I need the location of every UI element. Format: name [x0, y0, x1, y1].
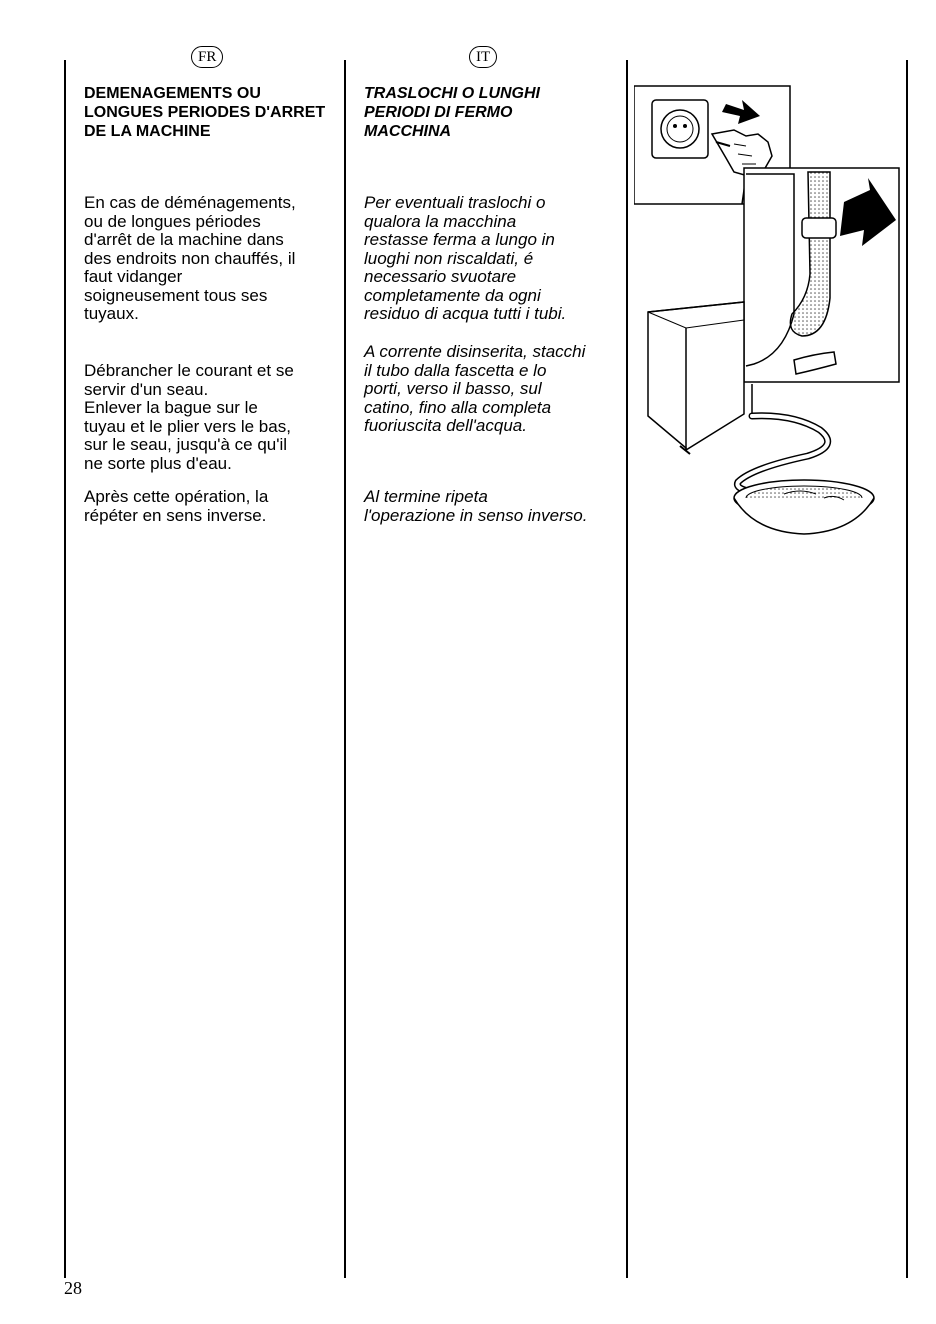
- heading-it-line: TRASLOCHI O LUNGHI: [364, 85, 540, 102]
- column-rule-middle: [344, 60, 346, 1278]
- paragraph-it-3: [364, 488, 587, 525]
- text-line: luoghi non riscaldati, é: [364, 248, 534, 268]
- column-rule-left: [64, 60, 66, 1278]
- paragraph-fr-2: [84, 362, 294, 473]
- page-number: 28: [64, 1278, 82, 1298]
- text-line: completamente da ogni: [364, 285, 541, 305]
- text-line: ne sorte plus d'eau.: [84, 453, 232, 473]
- heading-it-line: PERIODI DI FERMO: [364, 104, 513, 121]
- heading-fr-line: DE LA MACHINE: [84, 123, 211, 140]
- text-line: fuoriuscita dell'acqua.: [364, 416, 527, 435]
- text-line: tuyau et le plier vers le bas,: [84, 416, 291, 436]
- column-rule-right-a: [626, 60, 628, 1278]
- text-line: restasse ferma a lungo in: [364, 230, 555, 249]
- text-line: A corrente disinserita, stacchi: [364, 342, 586, 361]
- text-line: Débrancher le courant et se: [84, 361, 294, 380]
- text-line: porti, verso il basso, sul: [364, 379, 542, 398]
- text-line: servir d'un seau.: [84, 379, 209, 399]
- text-line: Après cette opération, la: [84, 487, 269, 506]
- text-line: faut vidanger: [84, 267, 183, 286]
- text-line: tuyaux.: [84, 304, 139, 323]
- drain-illustration: [634, 84, 904, 544]
- heading-fr-line: DEMENAGEMENTS OU: [84, 85, 261, 102]
- text-line: Enlever la bague sur le: [84, 398, 258, 417]
- text-line: répéter en sens inverse.: [84, 505, 267, 525]
- drain-hose-icon: [744, 168, 899, 382]
- text-line: sur le seau, jusqu'à ce qu'il: [84, 435, 288, 454]
- text-line: d'arrêt de la machine dans: [84, 230, 284, 249]
- text-line: l'operazione in senso inverso.: [364, 505, 588, 525]
- basin-icon: [734, 480, 874, 534]
- text-line: Per eventuali traslochi o: [364, 193, 546, 212]
- text-line: des endroits non chauffés, il: [84, 248, 296, 268]
- paragraph-it-1: [364, 194, 566, 324]
- text-line: qualora la macchina: [364, 211, 517, 231]
- heading-it-line: MACCHINA: [364, 123, 452, 140]
- washing-machine-icon: [648, 302, 752, 454]
- text-line: il tubo dalla fascetta e lo: [364, 360, 547, 380]
- lang-badge-it: IT: [469, 46, 497, 68]
- text-line: soigneusement tous ses: [84, 285, 268, 305]
- paragraph-it-2: [364, 343, 585, 436]
- text-line: necessario svuotare: [364, 267, 517, 286]
- paragraph-fr-1: [84, 194, 296, 324]
- column-rule-right-b: [906, 60, 908, 1278]
- heading-it: [364, 84, 540, 141]
- paragraph-fr-3: [84, 488, 268, 525]
- text-line: En cas de déménagements,: [84, 193, 296, 212]
- text-line: residuo di acqua tutti i tubi.: [364, 304, 567, 323]
- text-line: Al termine ripeta: [364, 487, 488, 506]
- heading-fr: [84, 84, 325, 141]
- heading-fr-line: LONGUES PERIODES D'ARRET: [84, 104, 326, 121]
- lang-badge-fr: FR: [191, 46, 223, 68]
- text-line: catino, fino alla completa: [364, 397, 552, 417]
- text-line: ou de longues périodes: [84, 211, 261, 231]
